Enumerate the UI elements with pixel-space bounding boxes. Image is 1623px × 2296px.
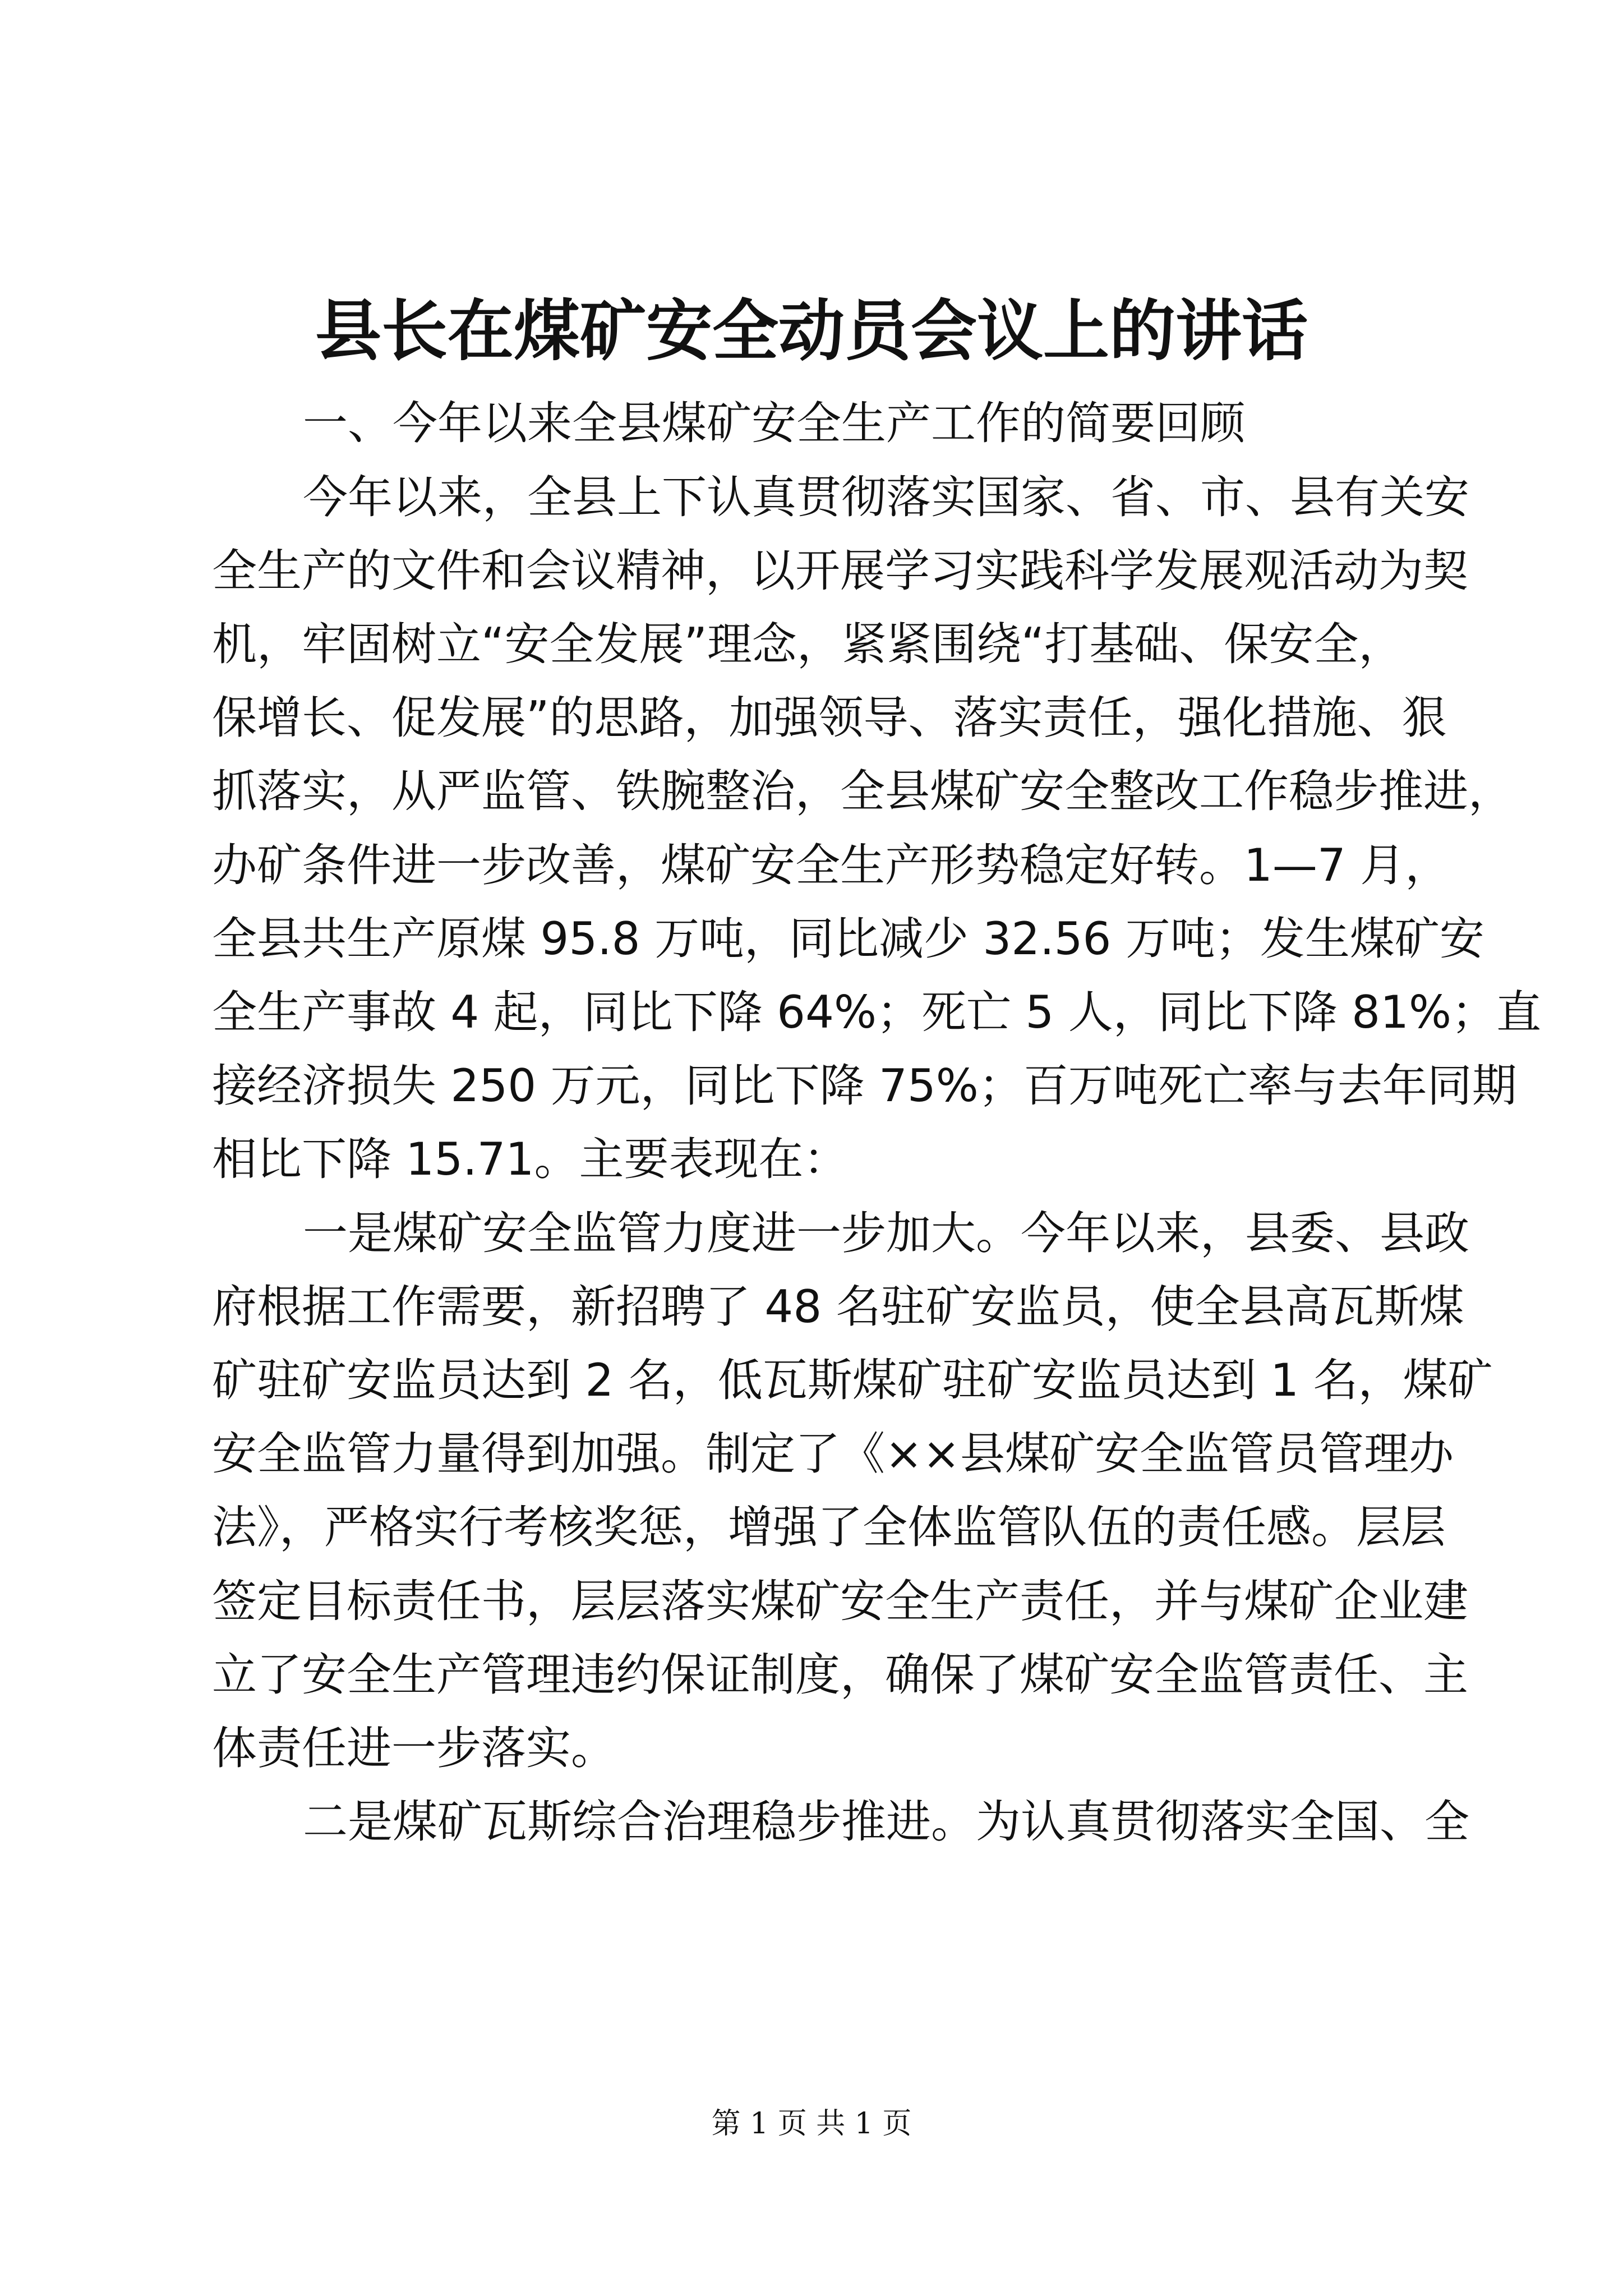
body-line: 矿驻矿安监员达到 2 名，低瓦斯煤矿驻矿安监员达到 1 名，煤矿 xyxy=(212,1354,1493,1406)
body-line: 立了安全生产管理违约保证制度，确保了煤矿安全监管责任、主 xyxy=(212,1649,1468,1701)
document-title: 县长在煤矿安全动员会议上的讲话 xyxy=(315,292,1308,370)
section-heading: 一、今年以来全县煤矿安全生产工作的简要回顾 xyxy=(303,397,1245,449)
body-line: 全生产的文件和会议精神，以开展学习实践科学发展观活动为契 xyxy=(212,545,1468,597)
body-line: 一是煤矿安全监管力度进一步加大。今年以来，县委、县政 xyxy=(303,1207,1469,1259)
body-line: 保增长、促发展”的思路，加强领导、落实责任，强化措施、狠 xyxy=(212,692,1447,744)
body-line: 抓落实，从严监管、铁腕整治，全县煤矿安全整改工作稳步推进， xyxy=(212,765,1513,817)
body-line: 安全监管力量得到加强。制定了《××县煤矿安全监管员管理办 xyxy=(212,1428,1454,1480)
body-line: 全县共生产原煤 95.8 万吨，同比减少 32.56 万吨；发生煤矿安 xyxy=(212,913,1484,965)
body-line: 接经济损失 250 万元，同比下降 75%；百万吨死亡率与去年同期 xyxy=(212,1060,1517,1112)
page-number: 第 1 页 共 1 页 xyxy=(711,2107,912,2141)
body-line: 府根据工作需要，新招聘了 48 名驻矿安监员，使全县高瓦斯煤 xyxy=(212,1281,1464,1333)
body-line: 相比下降 15.71。主要表现在： xyxy=(212,1133,849,1185)
body-line: 法》，严格实行考核奖惩，增强了全体监管队伍的责任感。层层 xyxy=(212,1501,1446,1553)
body-line: 二是煤矿瓦斯综合治理稳步推进。为认真贯彻落实全国、全 xyxy=(303,1796,1469,1848)
body-line: 办矿条件进一步改善，煤矿安全生产形势稳定好转。1—7 月， xyxy=(212,839,1450,891)
body-line: 体责任进一步落实。 xyxy=(212,1722,616,1774)
body-line: 签定目标责任书，层层落实煤矿安全生产责任，并与煤矿企业建 xyxy=(212,1575,1468,1627)
body-line: 机，牢固树立“安全发展”理念，紧紧围绕“打基础、保安全， xyxy=(212,618,1404,670)
body-line: 今年以来，全县上下认真贯彻落实国家、省、市、县有关安 xyxy=(303,471,1469,523)
body-line: 全生产事故 4 起，同比下降 64%；死亡 5 人，同比下降 81%；直 xyxy=(212,986,1541,1038)
